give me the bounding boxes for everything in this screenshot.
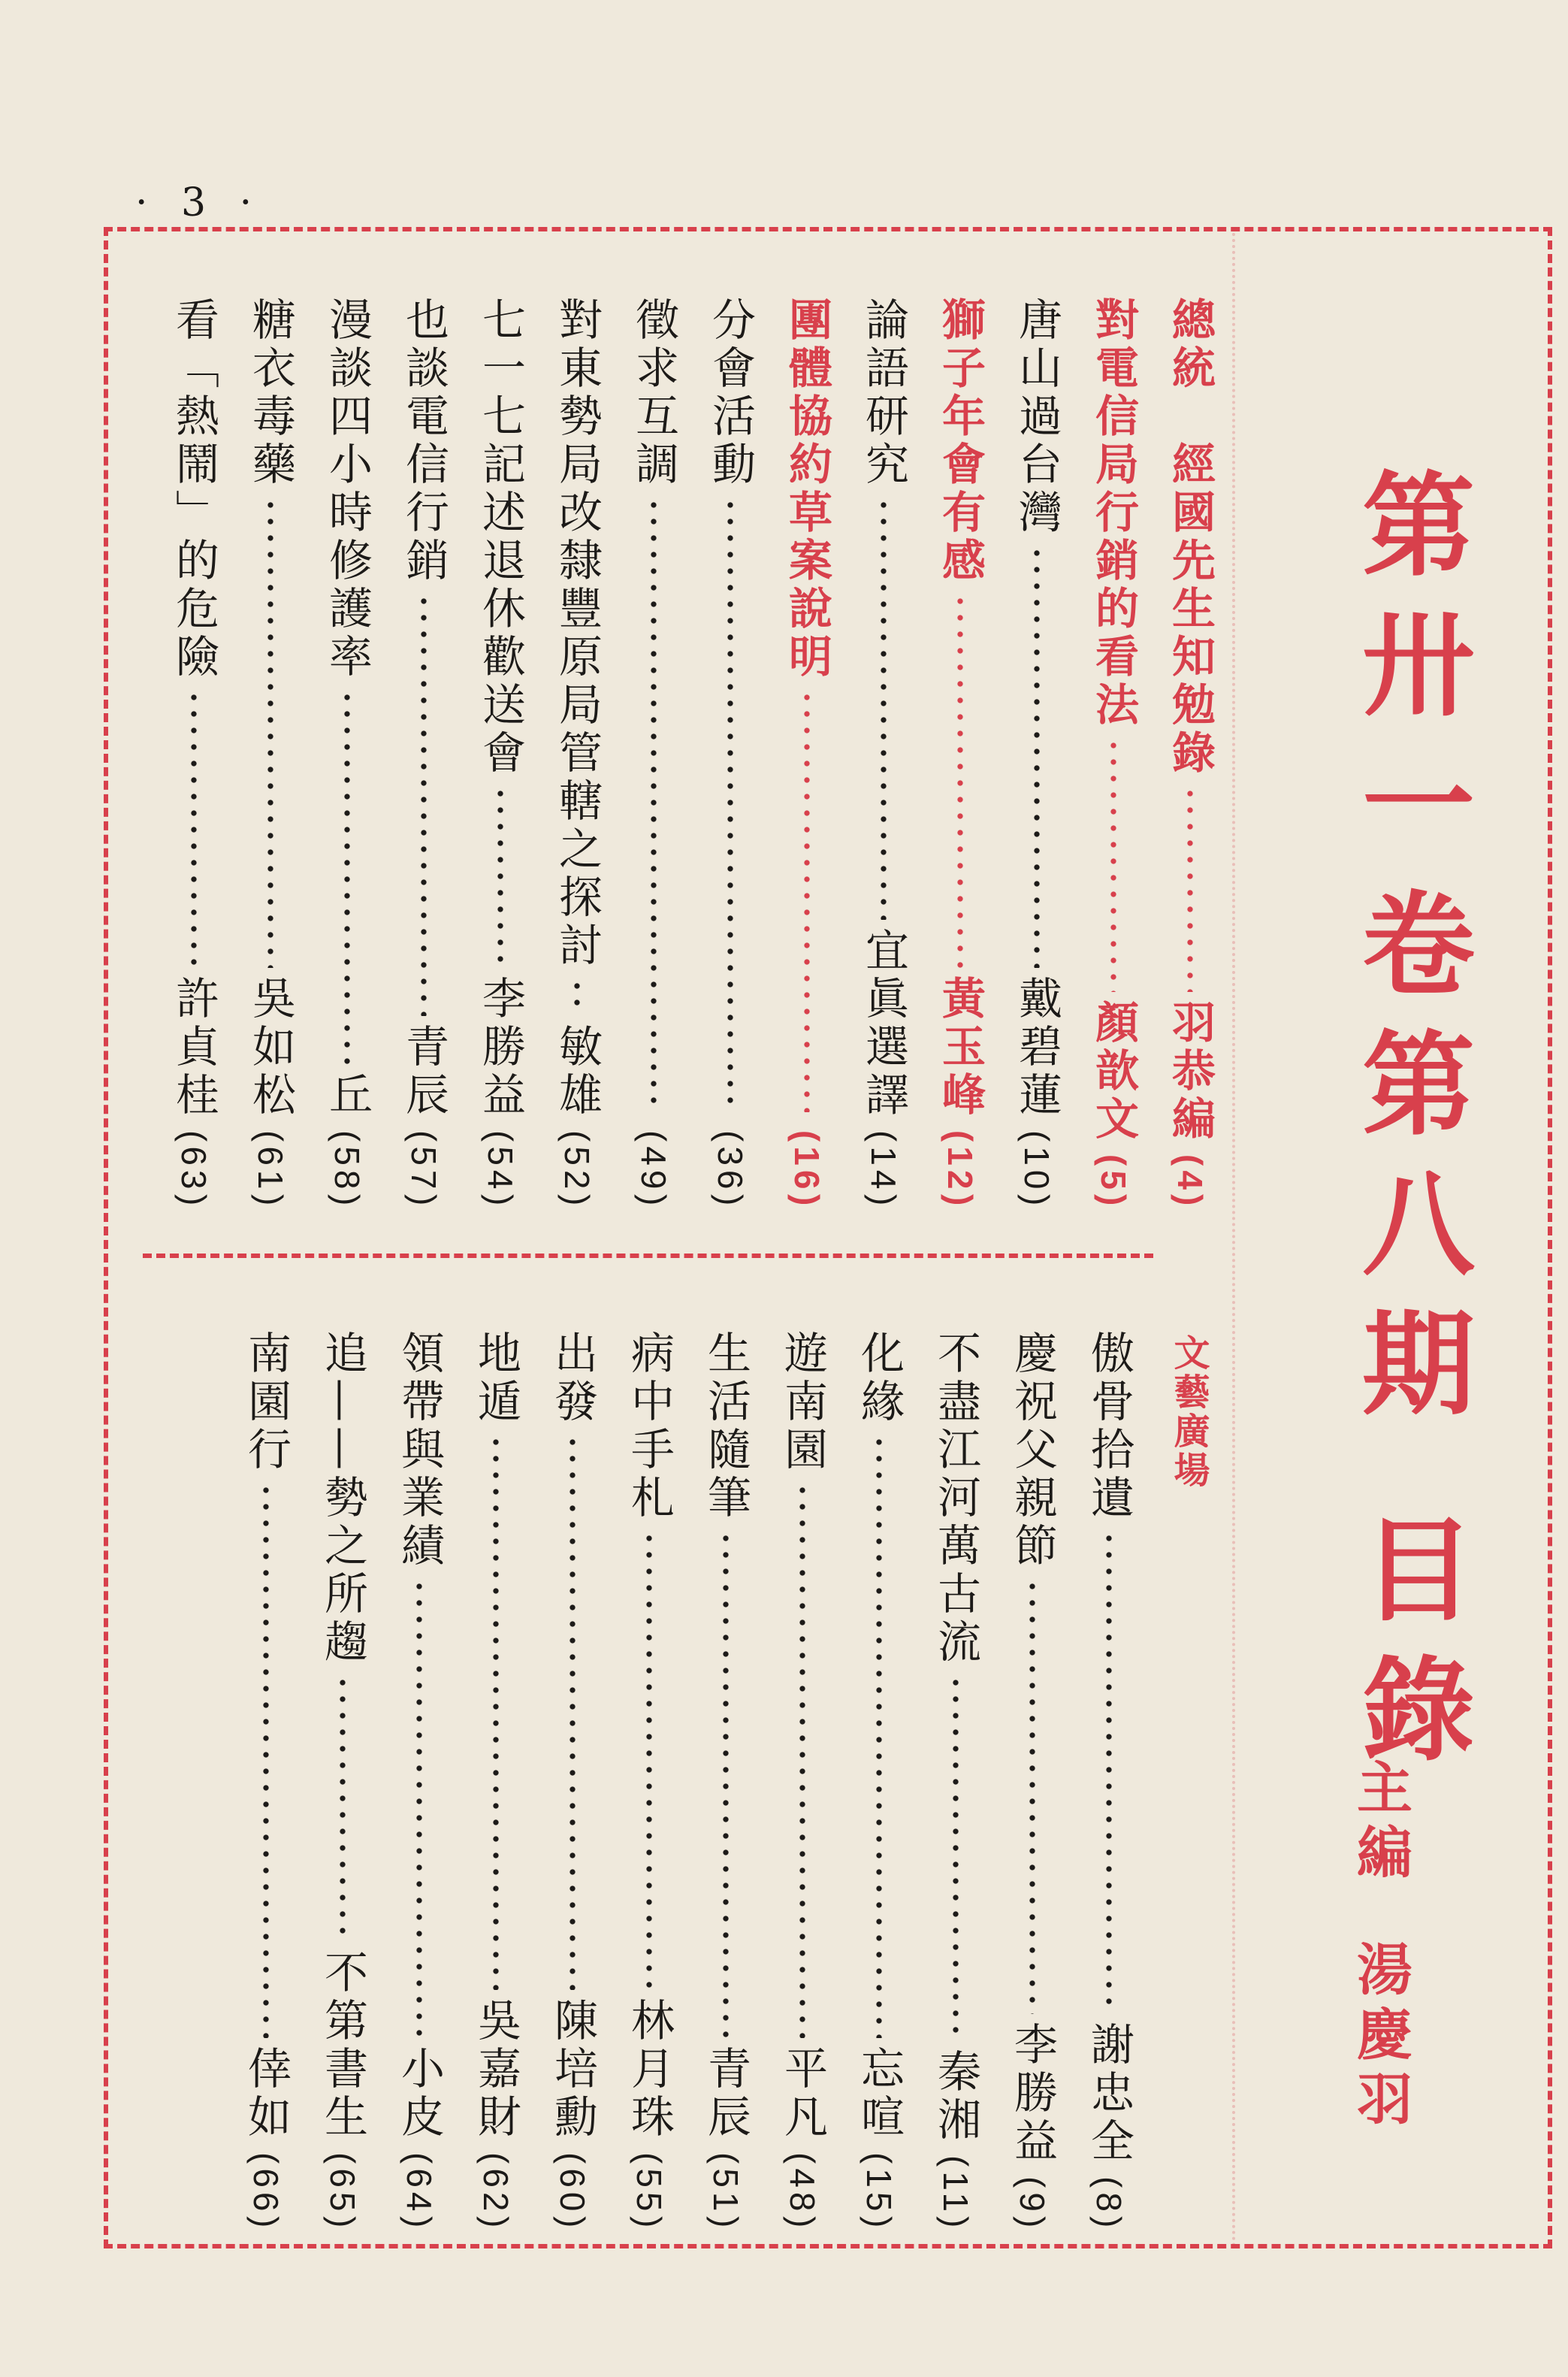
toc-title: 第卅一卷第八期 目錄 — [1343, 466, 1475, 1791]
toc-entry[interactable] — [1082, 1330, 1136, 2232]
entry-title: 不盡江河萬古流 — [930, 1330, 981, 1667]
entry-page: ( 51 ) — [699, 2152, 753, 2232]
toc-entry[interactable] — [622, 1330, 676, 2232]
entry-title: 生活隨筆 — [700, 1330, 751, 1523]
entry-title: 獅子年會有感 — [935, 297, 986, 585]
toc-entry[interactable] — [316, 1330, 370, 2232]
leader-dots — [627, 497, 681, 1112]
entry-page: ( 63 ) — [167, 1130, 221, 1210]
entry-title: 總統 經國先生知勉錄 — [1165, 297, 1216, 778]
leader-dots — [397, 593, 451, 1016]
entry-title: 慶祝父親節 — [1007, 1330, 1058, 1571]
toc-entry[interactable] — [167, 297, 221, 1210]
entry-page: ( 60 ) — [545, 2152, 600, 2232]
entry-author: 青辰 — [398, 1024, 449, 1120]
toc-entry[interactable] — [469, 1330, 523, 2232]
entry-title: 南園行 — [240, 1330, 292, 1474]
entry-page: ( 62 ) — [469, 2152, 523, 2232]
entry-author: 李勝益 — [1007, 2021, 1058, 2166]
leader-dots — [545, 1434, 600, 1990]
entry-title: 地遁 — [470, 1330, 521, 1426]
entry-author: 陳培勳 — [547, 1997, 598, 2143]
toc-entry[interactable] — [473, 297, 527, 1210]
toc-entry[interactable] — [1086, 297, 1141, 1210]
entry-author: 青辰 — [700, 2046, 751, 2143]
entry-page: ( 10 ) — [1010, 1130, 1064, 1210]
entry-title: 分會活動 — [705, 297, 756, 489]
entry-page: ( 49 ) — [627, 1130, 681, 1210]
entry-title: 論語研究 — [858, 297, 909, 489]
toc-entry[interactable] — [239, 1330, 293, 2232]
leader-dots — [857, 497, 911, 920]
entry-title: 七一七記述退休歡送會 — [475, 297, 526, 778]
toc-entry[interactable] — [929, 1330, 983, 2232]
entry-author: 黃玉峰 — [935, 975, 986, 1120]
toc-entry[interactable] — [320, 297, 374, 1210]
toc-entry[interactable] — [1005, 1330, 1059, 2232]
toc-entry[interactable] — [1010, 297, 1064, 1210]
entry-title: 唐山過台灣 — [1011, 297, 1062, 537]
entry-page: ( 8 ) — [1082, 2176, 1136, 2232]
entry-author: 小皮 — [394, 2046, 445, 2143]
entry-page: ( 58 ) — [320, 1130, 374, 1210]
leader-dots — [1082, 1530, 1136, 2014]
entry-title: 漫談四小時修護率 — [322, 297, 373, 682]
entry-title: 遊南園 — [777, 1330, 828, 1474]
entry-title: 糖衣毒藥 — [245, 297, 296, 489]
entry-page: ( 36 ) — [703, 1130, 757, 1210]
leader-dots — [167, 689, 221, 968]
section-label: 文藝廣場 — [1168, 1334, 1210, 1490]
entry-title: 領帶與業績 — [394, 1330, 445, 1571]
entry-author: 敏雄 — [551, 1024, 603, 1120]
section-divider — [143, 1254, 1153, 1258]
entry-page: ( 57 ) — [397, 1130, 451, 1210]
leader-dots — [469, 1434, 523, 1990]
entry-author: 謝忠全 — [1083, 2021, 1134, 2166]
entry-page: ( 12 ) — [933, 1130, 987, 1210]
toc-entry[interactable] — [1163, 297, 1217, 1210]
leader-dots — [852, 1434, 906, 2038]
entry-page: ( 11 ) — [929, 2155, 983, 2232]
entry-page: ( 9 ) — [1005, 2176, 1059, 2232]
entry-page: ( 55 ) — [622, 2152, 676, 2232]
leader-dots — [929, 1674, 983, 2041]
entry-author: 倖如 — [240, 2046, 292, 2143]
entry-author: 許貞桂 — [168, 975, 219, 1120]
entry-title: 對電信局行銷的看法 — [1088, 297, 1139, 730]
entry-title: 徵求互調 — [628, 297, 679, 489]
entry-page: ( 54 ) — [473, 1130, 527, 1210]
entry-page: ( 66 ) — [239, 2152, 293, 2232]
entry-title: 也談電信行銷 — [398, 297, 449, 585]
leader-dots — [392, 1578, 446, 2038]
page-number: · 3 · — [135, 180, 263, 225]
entry-title: 傲骨拾遺 — [1083, 1330, 1134, 1523]
entry-title: 病中手札 — [624, 1330, 675, 1523]
toc-entry[interactable] — [703, 297, 757, 1210]
toc-entry[interactable] — [397, 297, 451, 1210]
leader-dots — [1163, 785, 1217, 992]
toc-entry[interactable] — [775, 1330, 829, 2232]
leader-dots — [933, 593, 987, 968]
entry-author: 忘喧 — [853, 2046, 905, 2143]
editor-credit — [1348, 1759, 1412, 2134]
leader-dots — [243, 497, 298, 968]
toc-entry[interactable] — [857, 297, 911, 1210]
leader-dots — [550, 978, 604, 1016]
entry-author: 丘 — [322, 1072, 373, 1120]
toc-entry[interactable] — [550, 297, 604, 1210]
entry-title: 化緣 — [853, 1330, 905, 1426]
toc-entry[interactable] — [627, 297, 681, 1210]
entry-title: 團體協約草案說明 — [781, 297, 832, 682]
editor-name: 湯慶羽 — [1348, 1940, 1412, 2134]
entry-title: 追——勢之所趨 — [317, 1330, 368, 1667]
entry-title: 對東勢局改隸豐原局管轄之探討 — [551, 297, 603, 970]
entry-author: 不第書生 — [317, 1949, 368, 2143]
entry-page: ( 64 ) — [392, 2152, 446, 2232]
entry-author: 戴碧蓮 — [1011, 975, 1062, 1120]
leader-dots — [320, 689, 374, 1064]
editor-label: 主編 — [1348, 1759, 1412, 1888]
leader-dots — [703, 497, 757, 1112]
leader-dots — [1005, 1578, 1059, 2014]
entry-page: ( 52 ) — [550, 1130, 604, 1210]
entry-page: ( 4 ) — [1163, 1154, 1217, 1210]
entry-author: 李勝益 — [475, 975, 526, 1120]
leader-dots — [622, 1530, 676, 1990]
entry-page: ( 5 ) — [1086, 1154, 1141, 1210]
leader-dots — [780, 689, 834, 1112]
toc-entry[interactable] — [392, 1330, 446, 2232]
leader-dots — [775, 1482, 829, 2038]
toc-entry[interactable] — [933, 297, 987, 1210]
leader-dots — [1010, 545, 1064, 968]
entry-author: 平凡 — [777, 2046, 828, 2143]
entry-author: 宜眞選譯 — [858, 927, 909, 1120]
leader-dots — [316, 1674, 370, 1942]
leader-dots — [239, 1482, 293, 2038]
toc-entry[interactable] — [780, 297, 834, 1210]
entry-title: 看「熱鬧」的危險 — [168, 297, 219, 682]
entry-page: ( 48 ) — [775, 2152, 829, 2232]
entry-page: ( 16 ) — [780, 1130, 834, 1210]
entry-page: ( 65 ) — [316, 2152, 370, 2232]
entry-page: ( 15 ) — [852, 2152, 906, 2232]
leader-dots — [473, 785, 527, 968]
entry-author: 吳嘉財 — [470, 1997, 521, 2143]
entry-title: 出發 — [547, 1330, 598, 1426]
toc-entry[interactable] — [545, 1330, 600, 2232]
entry-page: ( 14 ) — [857, 1130, 911, 1210]
entry-author: 林月珠 — [624, 1997, 675, 2143]
entry-author: 秦湘 — [930, 2048, 981, 2145]
toc-entry[interactable] — [699, 1330, 753, 2232]
entry-author: 吳如松 — [245, 975, 296, 1120]
entry-page: ( 61 ) — [243, 1130, 298, 1210]
column-divider — [1232, 227, 1235, 2248]
toc-entry[interactable] — [852, 1330, 906, 2232]
leader-dots — [1086, 737, 1141, 992]
toc-entry[interactable] — [243, 297, 298, 1210]
entry-author: 羽恭編 — [1165, 999, 1216, 1144]
entry-author: 顏歆文 — [1088, 999, 1139, 1144]
leader-dots — [699, 1530, 753, 2038]
